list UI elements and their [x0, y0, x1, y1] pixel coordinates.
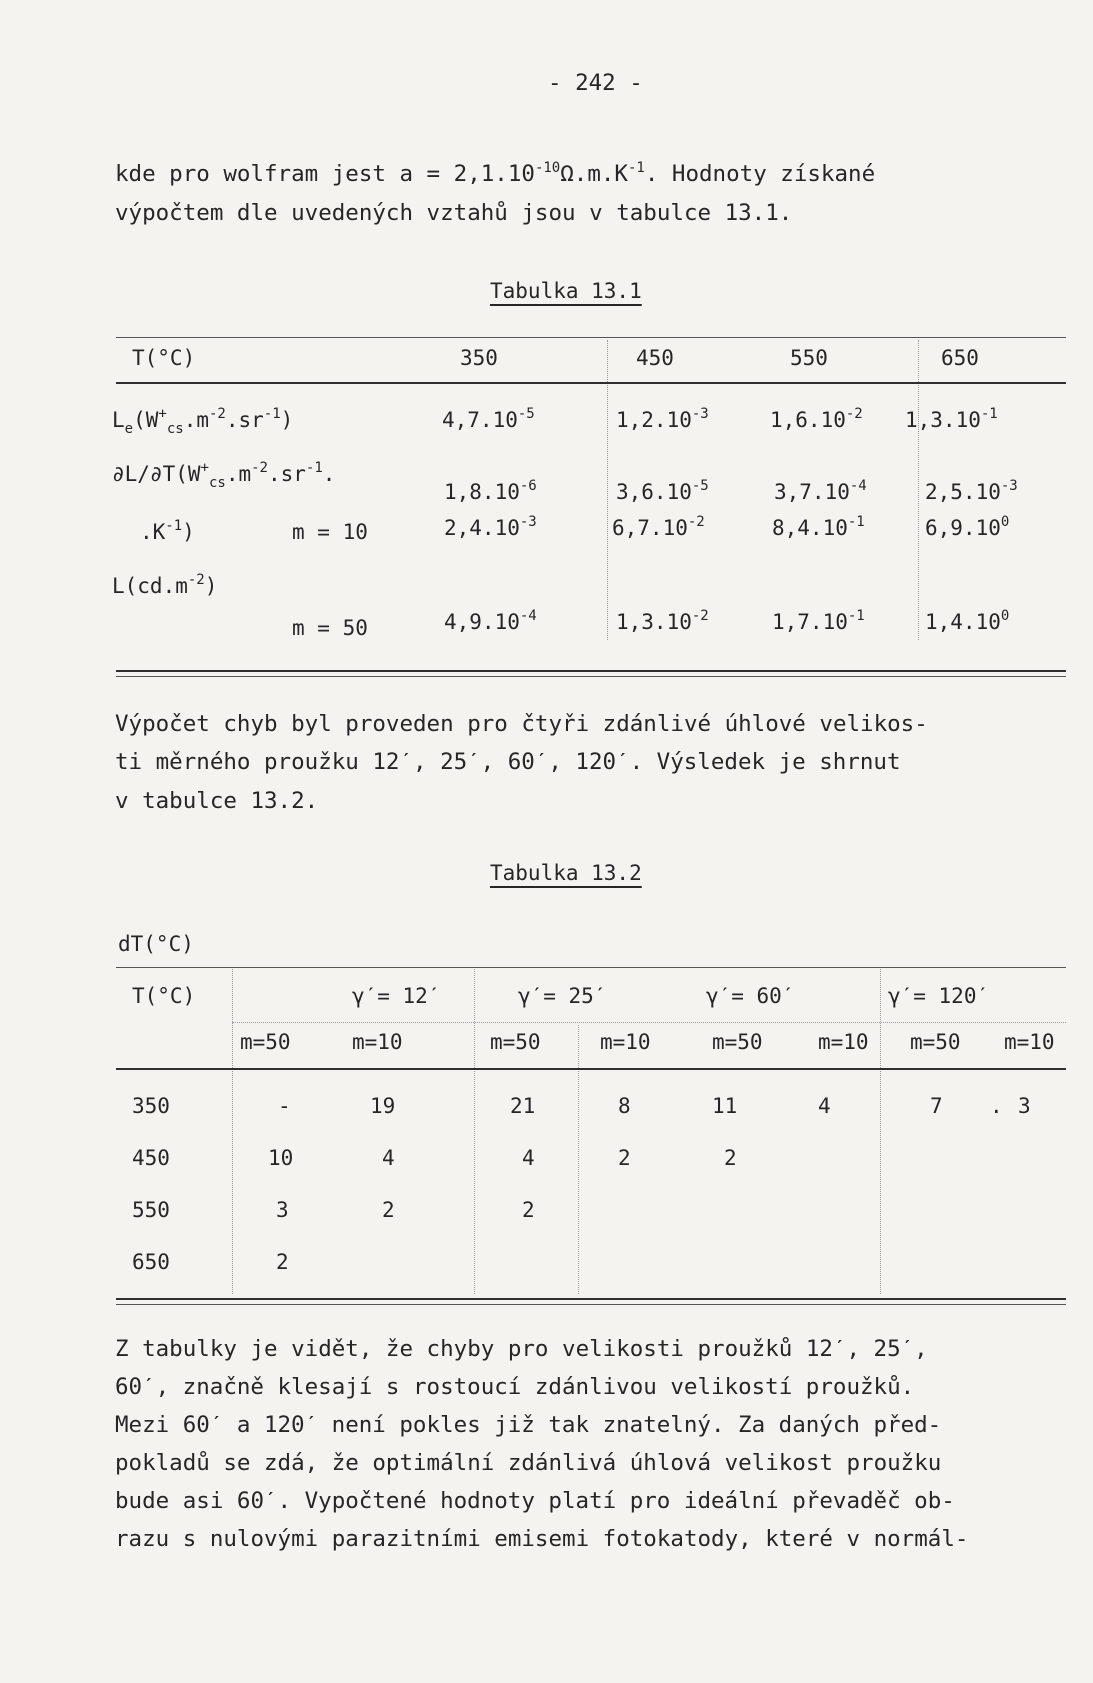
- table1-row-Le-label: $L_e(W^+_{cs}.m^{-2}.sr^{-1})$: [112, 406, 294, 437]
- table2-cell: 2: [618, 1146, 631, 1170]
- table2-unit-label: dT(°C): [118, 932, 194, 956]
- intro-line-1: [115, 160, 876, 187]
- table1-value: $8,4.10^{-1}$: [772, 514, 865, 540]
- table2-cell: 10: [268, 1146, 294, 1170]
- table1-value: $1,3.10^{-2}$: [616, 608, 709, 634]
- table2-angle-header: γˊ= 120ˊ: [888, 984, 990, 1008]
- table2-angle-header: γˊ= 12ˊ: [352, 984, 441, 1008]
- table2-top-rule: [116, 967, 1066, 968]
- table1-value: $3,6.10^{-5}$: [616, 478, 709, 504]
- table2-header-T: T(°C): [132, 984, 196, 1008]
- table1-value: $1,8.10^{-6}$: [444, 478, 537, 504]
- middle-line-2: ti měrného proužku 12ˊ, 25ˊ, 60ˊ, 120ˊ. Výsledek je shrnut: [115, 749, 901, 775]
- table2-row-T: 650: [132, 1250, 170, 1274]
- table1-value: $1,3.10^{-1}$: [905, 406, 998, 432]
- table1-value: $1,6.10^{-2}$: [770, 406, 863, 432]
- table2-subheader: m=50: [910, 1030, 961, 1054]
- table2-header-divider: [232, 1022, 1066, 1023]
- intro-line-2: výpočtem dle uvedených vztahů jsou v tabulce 13.1.: [115, 200, 793, 226]
- table1-value: $2,5.10^{-3}$: [925, 478, 1018, 504]
- table2-subheader: m=10: [352, 1030, 403, 1054]
- table2-cell: 21: [510, 1094, 536, 1118]
- table2-row-T: 350: [132, 1094, 170, 1118]
- table1-row-m10-label: m = 10: [292, 520, 368, 544]
- table2-subheader: m=50: [712, 1030, 763, 1054]
- table1-value: $4,9.10^{-4}$: [444, 608, 537, 634]
- table1-bottom-rule: [116, 676, 1066, 677]
- table1-row-m50-label: m = 50: [292, 616, 368, 640]
- table2-subheader: m=10: [600, 1030, 651, 1054]
- table2-cell: 2: [382, 1198, 395, 1222]
- middle-line-3: v tabulce 13.2.: [115, 788, 319, 814]
- table2-angle-header: γˊ= 25ˊ: [518, 984, 607, 1008]
- table2-cell: 3: [276, 1198, 289, 1222]
- table1-caption: Tabulka 13.1: [490, 279, 642, 303]
- table2-col-divider: [578, 1025, 579, 1294]
- table2-col-divider: [474, 969, 475, 1294]
- table1-value: 1,4.10$^0$: [925, 608, 1010, 634]
- table2-cell: 4: [382, 1146, 395, 1170]
- table1-value: $1,2.10^{-3}$: [616, 406, 709, 432]
- table1-header-temp: 550: [790, 346, 828, 370]
- table1-header-temp: 650: [941, 346, 979, 370]
- closing-line: razu s nulovými parazitními emisemi fotokatody, které v normál-: [115, 1526, 969, 1552]
- table2-angle-header: γˊ= 60ˊ: [706, 984, 795, 1008]
- table1-header-rule: [116, 382, 1066, 384]
- closing-line: bude asi 60ˊ. Vypočtené hodnoty platí pro ideální převaděč ob-: [115, 1488, 955, 1514]
- table2-cell: 2: [276, 1250, 289, 1274]
- table1-value: 6,9.10$^0$: [925, 514, 1010, 540]
- table1-col-divider: [607, 340, 608, 640]
- table1-header-temp: 350: [460, 346, 498, 370]
- table2-cell: .: [990, 1094, 1003, 1118]
- page-number: - 242 -: [548, 70, 643, 96]
- table2-subheader: m=50: [490, 1030, 541, 1054]
- table2-bottom-rule: [116, 1304, 1066, 1305]
- table2-subheader: m=10: [818, 1030, 869, 1054]
- table2-subheader: m=10: [1004, 1030, 1055, 1054]
- closing-line: Z tabulky je vidět, že chyby pro velikosti proužků 12ˊ, 25ˊ,: [115, 1336, 928, 1362]
- table1-header-label: T(°C): [132, 346, 196, 370]
- table1-value: $1,7.10^{-1}$: [772, 608, 865, 634]
- intro-line-1-end: . Hodnoty získané: [644, 161, 876, 187]
- table1-header-temp: 450: [636, 346, 674, 370]
- table1-row-dL-label: $\partial L/\partial T(W^+_{cs}.m^{-2}.sr^{-1}$.: [112, 460, 336, 491]
- table2-cell: 2: [724, 1146, 737, 1170]
- closing-line: pokladů se zdá, že optimální zdánlivá úhlová velikost proužku: [115, 1450, 942, 1476]
- closing-line: 60ˊ, značně klesají s rostoucí zdánlivou velikostí proužků.: [115, 1374, 915, 1400]
- table2-col-divider: [232, 969, 233, 1294]
- table2-row-T: 550: [132, 1198, 170, 1222]
- table2-cell: 7: [930, 1094, 943, 1118]
- intro-line-1-start: kde pro wolfram jest a = 2,1.10: [115, 161, 535, 187]
- table2-cell: 11: [712, 1094, 738, 1118]
- intro-exponent-2: -1: [627, 160, 645, 176]
- table1-row-dL-label-unit: $.K^{-1}$): [140, 518, 195, 544]
- table1-value: $4,7.10^{-5}$: [442, 406, 535, 432]
- table1-bottom-rule: [116, 670, 1066, 672]
- table2-cell: 19: [370, 1094, 396, 1118]
- table2-cell: 2: [522, 1198, 535, 1222]
- table1-row-L-label: $L(cd.m^{-2})$: [112, 572, 218, 598]
- table1-value: $6,7.10^{-2}$: [612, 514, 705, 540]
- table2-cell: 4: [522, 1146, 535, 1170]
- table2-subheader: m=50: [240, 1030, 291, 1054]
- table2-cell: 3: [1018, 1094, 1031, 1118]
- intro-exponent-1: -10: [534, 160, 561, 176]
- table1-col-divider: [918, 340, 919, 640]
- table2-col-divider: [880, 969, 881, 1294]
- intro-unit: Ω.m.K: [560, 161, 628, 187]
- table2-header-rule: [116, 1068, 1066, 1070]
- table1-value: $3,7.10^{-4}$: [774, 478, 867, 504]
- table2-cell: 8: [618, 1094, 631, 1118]
- table2-cell: 4: [818, 1094, 831, 1118]
- table2-row-T: 450: [132, 1146, 170, 1170]
- table1-value: $2,4.10^{-3}$: [444, 514, 537, 540]
- table2-cell: -: [278, 1094, 291, 1118]
- table2-bottom-rule: [116, 1298, 1066, 1300]
- table1-top-rule: [116, 337, 1066, 338]
- closing-line: Mezi 60ˊ a 120ˊ není pokles již tak znatelný. Za daných před-: [115, 1412, 942, 1438]
- table2-caption: Tabulka 13.2: [490, 861, 642, 885]
- middle-line-1: Výpočet chyb byl proveden pro čtyři zdánlivé úhlové velikos-: [115, 711, 928, 737]
